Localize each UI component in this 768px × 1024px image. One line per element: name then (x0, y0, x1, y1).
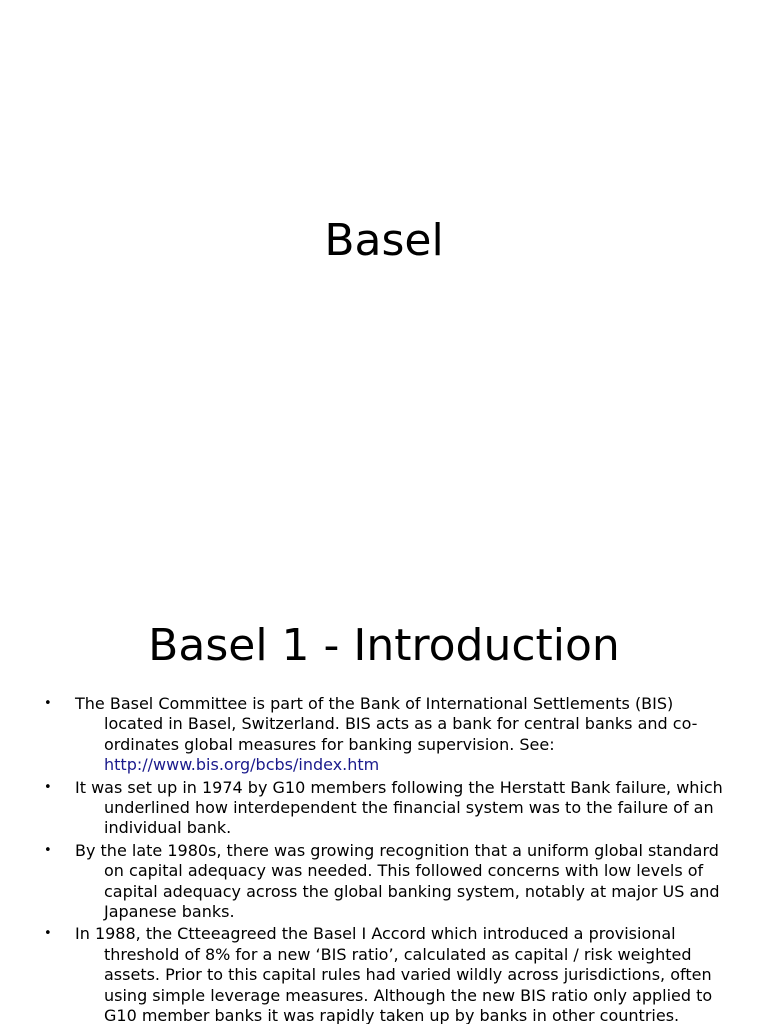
bullet-point: • (44, 926, 52, 942)
bullet-point: • (44, 842, 52, 858)
bullet-text: In 1988, the Ctteeagreed the Basel I Accord which introduced a provisional threshold of 8% for a new ‘BIS ratio’, calculated as capital / risk weighted assets. Prior to this capital rules had varied wildly across jurisdictions, often using simple leverage measures. Although the new BIS ratio only applied to G10 member banks it was rapidly taken up by banks in other countries. (75, 924, 713, 1024)
bullet-item-history (0, 778, 768, 839)
bullet-item-accord (0, 924, 768, 1024)
slide-title-introduction: Basel 1 - Introduction (148, 620, 620, 671)
bullet-item-bis (0, 694, 768, 776)
bis-link[interactable]: http://www.bis.org/bcbs/index.htm (104, 755, 380, 775)
bullet-point: • (44, 779, 52, 795)
intro-slide (0, 576, 768, 1024)
bullet-list (0, 694, 768, 1024)
bullet-text: It was set up in 1974 by G10 members following the Herstatt Bank failure, which underlined how interdependent the financial system was to the failure of an individual bank. (75, 777, 723, 838)
bullet-point: • (44, 696, 52, 711)
bullet-text: The Basel Committee is part of the Bank of International Settlements (BIS) located in Basel, Switzerland. BIS acts as a bank for central banks and co-ordinates global measures for banking supervision. See: (75, 694, 698, 754)
slide-title-basel: Basel (324, 215, 444, 266)
bullet-text: By the late 1980s, there was growing recognition that a uniform global standard on capital adequacy was needed. This followed concerns with low levels of capital adequacy across the global banking system, notably at major US and Japanese banks. (75, 840, 720, 922)
bullet-item-recognition (0, 841, 768, 923)
